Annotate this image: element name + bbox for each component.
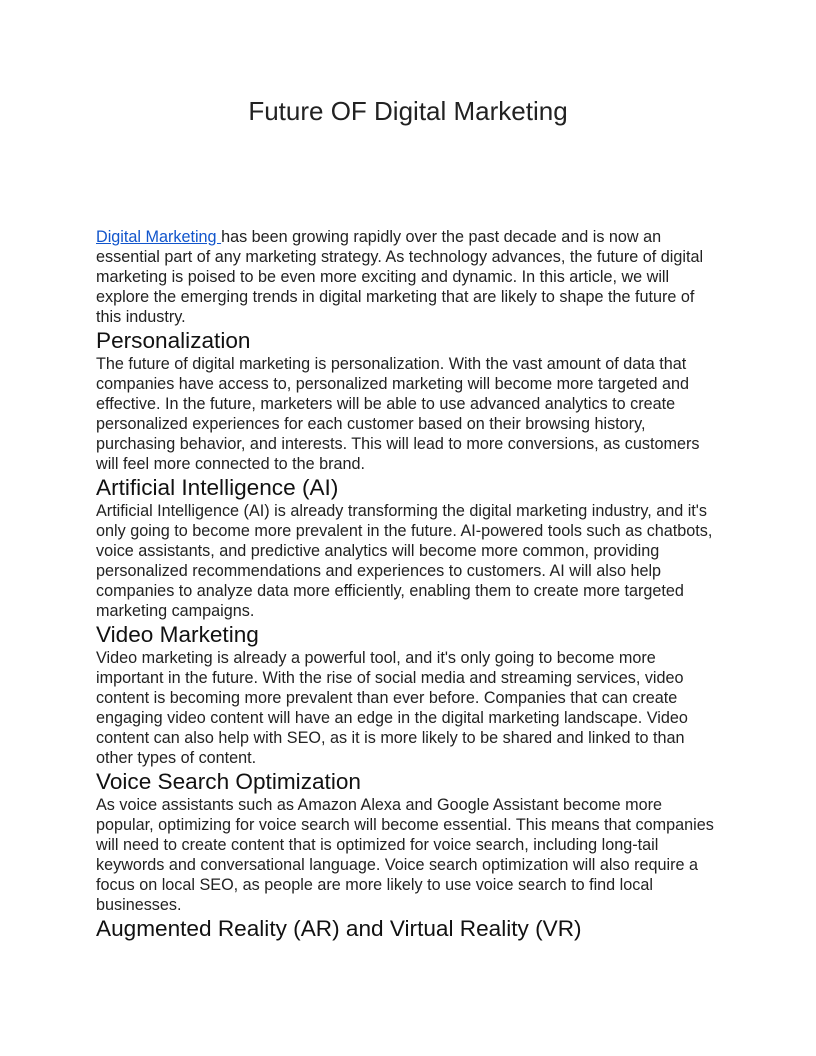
section-heading-ai: Artificial Intelligence (AI) xyxy=(96,475,339,500)
intro-text: has been growing rapidly over the past decade and is now an essential part of any marketing strategy. As technology advances, the future of digital marketing is poised to be even more exciting and dynamic. In this article, we will explore the emerging trends in digital marketing that are likely to shape the future of this industry. xyxy=(96,228,704,326)
document-body xyxy=(96,227,724,942)
section-heading-voice-search: Voice Search Optimization xyxy=(96,769,361,794)
section-heading-video-marketing: Video Marketing xyxy=(96,622,259,647)
section-body-video-marketing: Video marketing is already a powerful tool, and it's only going to become more important in the future. With the rise of social media and streaming services, video content is becoming more prevalent than ever before. Companies that can create engaging video content will have an edge in the digital marketing landscape. Video content can also help with SEO, as it is more likely to be shared and linked to than other types of content. xyxy=(96,649,688,767)
section-body-personalization: The future of digital marketing is personalization. With the vast amount of data that companies have access to, personalized marketing will become more targeted and effective. In the future, marketers will be able to use advanced analytics to create personalized experiences for each customer based on their browsing history, purchasing behavior, and interests. This will lead to more conversions, as customers will feel more connected to the brand. xyxy=(96,355,700,473)
intro-paragraph xyxy=(96,227,724,327)
section-heading-personalization: Personalization xyxy=(96,328,251,353)
section-body-ai: Artificial Intelligence (AI) is already transforming the digital marketing industry, and it's only going to become more prevalent in the future. AI-powered tools such as chatbots, voice assistants, and predictive analytics will become more common, providing personalized recommendations and experiences to customers. AI will also help companies to analyze data more efficiently, enabling them to create more targeted marketing campaigns. xyxy=(96,502,713,620)
page-title: Future OF Digital Marketing xyxy=(248,96,568,126)
section-heading-ar-vr: Augmented Reality (AR) and Virtual Reality (VR) xyxy=(96,916,582,941)
section-body-voice-search: As voice assistants such as Amazon Alexa and Google Assistant become more popular, optimizing for voice search will become essential. This means that companies will need to create content that is optimized for voice search, including long-tail keywords and conversational language. Voice search optimization will also require a focus on local SEO, as people are more likely to use voice search to find local businesses. xyxy=(96,796,714,914)
digital-marketing-link[interactable]: Digital Marketing xyxy=(96,228,222,246)
